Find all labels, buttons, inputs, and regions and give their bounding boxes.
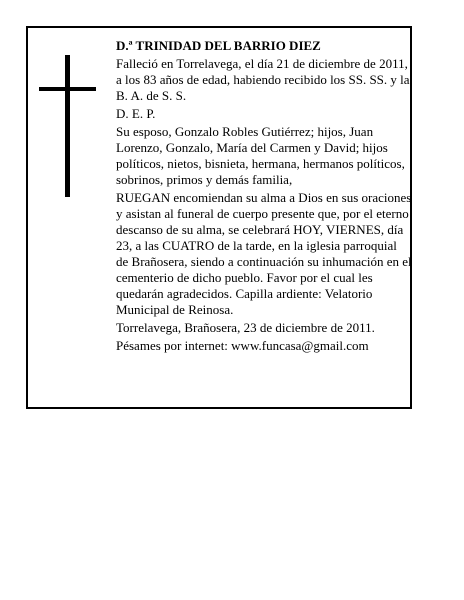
condolences-line: Pésames por internet: www.funcasa@gmail.com <box>116 338 369 353</box>
deceased-name: D.ª TRINIDAD DEL BARRIO DIEZ <box>116 38 321 53</box>
obituary-notice <box>26 26 412 409</box>
place-date: Torrelavega, Brañosera, 23 de diciembre de 2011. <box>116 320 375 335</box>
rip-text: D. E. P. <box>116 106 156 121</box>
death-notice: Falleció en Torrelavega, el día 21 de diciembre de 2011, a los 83 años de edad, habiendo recibido los SS. SS. y la B. A. de S. S. <box>116 56 410 103</box>
obituary-text <box>116 38 412 354</box>
funeral-request: RUEGAN encomiendan su alma a Dios en sus oraciones y asistan al funeral de cuerpo presente que, por el eterno descanso de su alma, se celebrará HOY, VIERNES, día 23, a las CUATRO de la tarde, en la iglesia parroquial de Brañosera, siendo a continuación su inhumación en el cementerio de dicho pueblo. Favor por el cual les quedarán agradecidos. Capilla ardiente: Velatorio Municipal de Reinosa. <box>116 190 412 317</box>
cross-icon-vertical <box>65 55 70 197</box>
family-list: Su esposo, Gonzalo Robles Gutiérrez; hijos, Juan Lorenzo, Gonzalo, María del Carmen y David; hijos políticos, nietos, bisnieta, hermana, hermanos políticos, sobrinos, primos y demás familia, <box>116 124 405 187</box>
cross-icon-horizontal <box>39 87 96 91</box>
